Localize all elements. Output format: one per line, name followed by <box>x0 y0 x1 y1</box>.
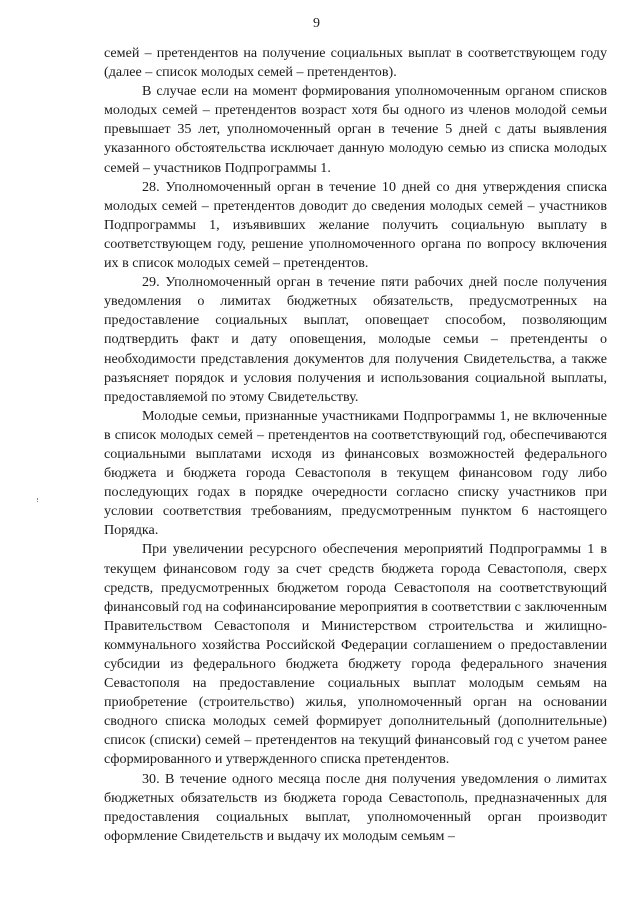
paragraph-29: 29. Уполномоченный орган в течение пяти рабочих дней после получения уведомления о лимитах бюджетных обязательств, предусмотренных на предоставление социальных выплат, оповещает способом, позволяющим подтвердить факт и дату оповещения, молодые семьи – претенденты о необходимости представления документов для получения Свидетельства, а также разъясняет порядок и условия получения и использования социальной выплаты, предоставляемой по этому Свидетельству. <box>104 274 607 405</box>
paragraph-age-limit: В случае если на момент формирования уполномоченным органом списков молодых семей – претендентов возраст хотя бы одного из членов молодой семьи превышает 35 лет, уполномоченный орган в течение 5 дней с даты выявления указанного обстоятельства исключает данную молодую семью из списка молодых семей – участников Подпрограммы 1. <box>104 83 607 176</box>
paragraph-28: 28. Уполномоченный орган в течение 10 дней со дня утверждения списка молодых семей – претендентов доводит до сведения молодых семей – участников Подпрограммы 1, изъявивших желание получить социальную выплату в соответствующем году, решение уполномоченного органа по вопросу включения их в список молодых семей – претендентов. <box>104 178 607 272</box>
paragraph-increase: При увеличении ресурсного обеспечения мероприятий Подпрограммы 1 в текущем финансовом году за счет средств бюджета города Севастополя, сверх средств, предусмотренных бюджетом города Севастополя на соответствующий финансовый год на софинансирование мероприятия в соответствии с заключенным Правительством Севастополя и Министерством строительства и жилищно-коммунального хозяйства Российской Федерации соглашением о предоставлении субсидии из федерального бюджета бюджету города федерального значения Севастополя на предоставление социальных выплат молодым семьям на приобретение (строительство) жилья, уполномоченный орган на основании сводного списка молодых семей формирует дополнительный (дополнительные) список (списки) семей – претендентов на текущий финансовый год с учетом ранее сформированного и утвержденного списка претендентов. <box>104 541 607 768</box>
paragraph-30: 30. В течение одного месяца после дня получения уведомления о лимитах бюджетных обязательств из бюджета города Севастополь, предназначенных для предоставления социальных выплат, уполномоченный орган производит оформление Свидетельств и выдачу их молодым семьям – <box>104 770 607 844</box>
page-number: 9 <box>313 16 320 31</box>
margin-mark <box>37 498 40 502</box>
paragraph-continuation: семей – претендентов на получение социальных выплат в соответствующем году (далее – список молодых семей – претендентов). <box>104 45 607 81</box>
document-body <box>104 44 607 846</box>
paragraph-not-included: Молодые семьи, признанные участниками Подпрограммы 1, не включенные в список молодых семей – претендентов на соответствующий год, обеспечиваются социальными выплатами исходя из финансовых возможностей федерального бюджета и бюджета города Севастополя в текущем финансовом году либо последующих годах в порядке очередности согласно списку участников при условии соответствия требованиям, предусмотренным пунктом 6 настоящего Порядка. <box>104 407 607 539</box>
